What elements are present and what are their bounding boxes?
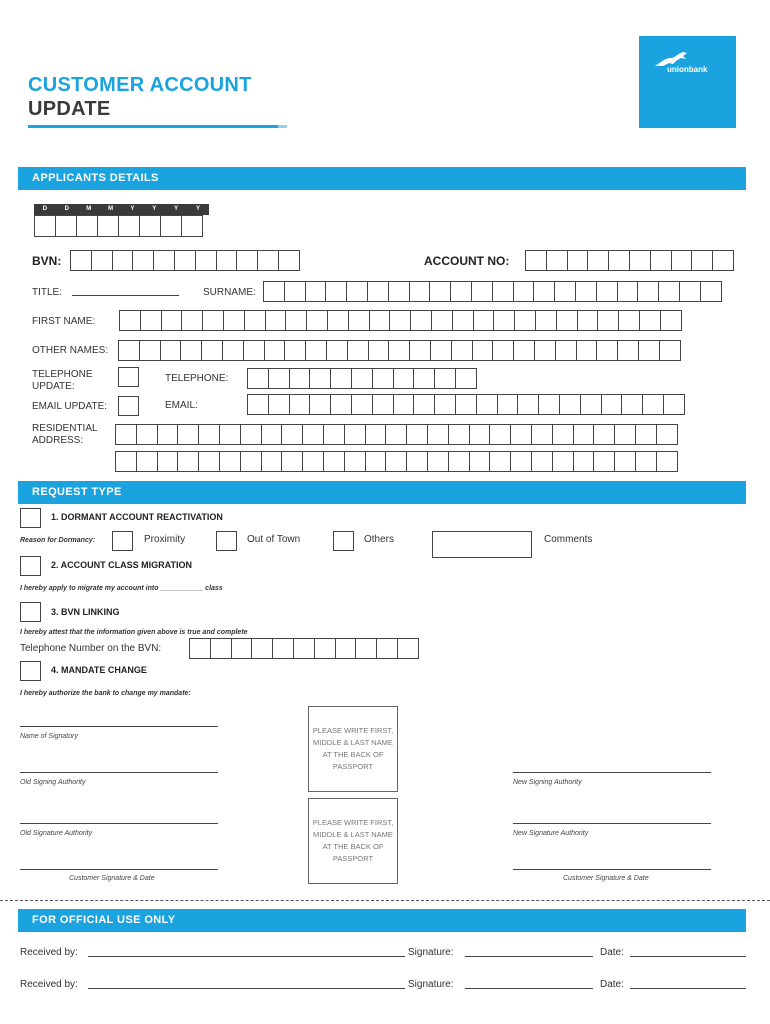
char-box[interactable] [533, 281, 555, 302]
surname-label: SURNAME: [203, 287, 256, 298]
char-box[interactable] [118, 340, 140, 361]
char-box[interactable] [629, 250, 651, 271]
email-update-label: EMAIL UPDATE: [32, 401, 108, 412]
class-migration-label: 2. ACCOUNT CLASS MIGRATION [51, 560, 192, 570]
char-box[interactable] [247, 394, 269, 415]
char-box[interactable] [389, 310, 411, 331]
email-boxes[interactable] [247, 394, 684, 415]
char-box[interactable] [469, 424, 491, 445]
char-box[interactable] [431, 310, 453, 331]
bvn-label: BVN: [32, 254, 62, 268]
char-box[interactable] [469, 451, 491, 472]
char-box[interactable] [261, 451, 283, 472]
date-label-2: Date: [600, 979, 624, 990]
new-signature-authority-line[interactable] [513, 823, 711, 824]
char-box[interactable] [448, 451, 470, 472]
char-box[interactable] [618, 310, 640, 331]
char-box[interactable] [136, 451, 158, 472]
char-box[interactable] [132, 250, 154, 271]
char-box[interactable] [593, 451, 615, 472]
char-box[interactable] [219, 424, 241, 445]
char-box[interactable] [34, 215, 56, 237]
received-by-field-1[interactable] [88, 956, 405, 957]
char-box[interactable] [397, 638, 419, 659]
char-box[interactable] [115, 424, 137, 445]
char-box[interactable] [712, 250, 734, 271]
char-box[interactable] [157, 451, 179, 472]
old-signature-authority-label: Old Signature Authority [20, 830, 93, 837]
attest-text: I hereby attest that the information given above is true and complete [20, 629, 248, 636]
char-box[interactable] [635, 424, 657, 445]
char-box[interactable] [136, 424, 158, 445]
new-signing-authority-line[interactable] [513, 772, 711, 773]
char-box[interactable] [201, 340, 223, 361]
date-header-cell: Y [196, 206, 201, 212]
char-box[interactable] [513, 340, 535, 361]
char-box[interactable] [497, 394, 519, 415]
char-box[interactable] [302, 424, 324, 445]
char-box[interactable] [472, 340, 494, 361]
char-box[interactable] [510, 451, 532, 472]
char-box[interactable] [538, 394, 560, 415]
char-box[interactable] [309, 368, 331, 389]
char-box[interactable] [406, 424, 428, 445]
char-box[interactable] [202, 310, 224, 331]
char-box[interactable] [326, 340, 348, 361]
char-box[interactable] [471, 281, 493, 302]
char-box[interactable] [531, 424, 553, 445]
unionbank-logo [639, 36, 736, 128]
char-box[interactable] [335, 638, 357, 659]
title-field[interactable] [72, 295, 179, 296]
char-box[interactable] [621, 394, 643, 415]
comments-label: Comments [544, 534, 593, 545]
char-box[interactable] [552, 451, 574, 472]
other-names-label: OTHER NAMES: [32, 345, 109, 356]
char-box[interactable] [198, 424, 220, 445]
char-box[interactable] [489, 451, 511, 472]
title-label: TITLE: [32, 287, 63, 298]
char-box[interactable] [656, 451, 678, 472]
char-box[interactable] [409, 340, 431, 361]
char-box[interactable] [473, 310, 495, 331]
char-box[interactable] [293, 638, 315, 659]
old-signature-authority-line[interactable] [20, 823, 218, 824]
char-box[interactable] [365, 451, 387, 472]
char-box[interactable] [700, 281, 722, 302]
char-box[interactable] [70, 250, 92, 271]
char-box[interactable] [355, 638, 377, 659]
char-box[interactable] [344, 451, 366, 472]
telephone-boxes[interactable] [247, 368, 476, 389]
char-box[interactable] [638, 340, 660, 361]
char-box[interactable] [160, 215, 182, 237]
signature-label-1: Signature: [408, 947, 454, 958]
char-box[interactable] [244, 310, 266, 331]
char-box[interactable] [434, 368, 456, 389]
date-header-cell: M [86, 206, 92, 212]
received-by-field-2[interactable] [88, 988, 405, 989]
date-header-cell: D [42, 206, 48, 212]
char-box[interactable] [409, 281, 431, 302]
char-box[interactable] [346, 281, 368, 302]
cut-line [0, 900, 770, 901]
date-label-1: Date: [600, 947, 624, 958]
char-box[interactable] [576, 340, 598, 361]
char-box[interactable] [118, 215, 140, 237]
char-box[interactable] [429, 281, 451, 302]
char-box[interactable] [174, 250, 196, 271]
char-box[interactable] [330, 368, 352, 389]
char-box[interactable] [573, 424, 595, 445]
char-box[interactable] [385, 451, 407, 472]
new-signing-authority-label: New Signing Authority [513, 779, 582, 786]
char-box[interactable] [642, 394, 664, 415]
tel-on-bvn-label: Telephone Number on the BVN: [20, 643, 162, 654]
char-box[interactable] [671, 250, 693, 271]
char-box[interactable] [347, 340, 369, 361]
char-box[interactable] [552, 424, 574, 445]
date-boxes[interactable] [34, 215, 202, 237]
char-box[interactable] [180, 340, 202, 361]
char-box[interactable] [535, 310, 557, 331]
reason-label: Reason for Dormancy: [20, 537, 96, 544]
signature-field-2[interactable] [465, 988, 593, 989]
char-box[interactable] [517, 394, 539, 415]
char-box[interactable] [434, 394, 456, 415]
migrate-text: I hereby apply to migrate my account into ___________ class [20, 585, 223, 592]
date-header [34, 204, 209, 215]
char-box[interactable] [510, 424, 532, 445]
char-box[interactable] [76, 215, 98, 237]
dormant-reactivation-label: 1. DORMANT ACCOUNT REACTIVATION [51, 512, 223, 522]
char-box[interactable] [351, 368, 373, 389]
char-box[interactable] [660, 310, 682, 331]
char-box[interactable] [406, 451, 428, 472]
others-checkbox[interactable] [333, 531, 354, 551]
char-box[interactable] [240, 424, 262, 445]
char-box[interactable] [195, 250, 217, 271]
char-box[interactable] [614, 424, 636, 445]
char-box[interactable] [593, 424, 615, 445]
char-box[interactable] [448, 424, 470, 445]
date-field-1[interactable] [630, 956, 746, 957]
title-underline [28, 125, 278, 128]
char-box[interactable] [281, 451, 303, 472]
logo-wordmark: unionbank [667, 65, 708, 74]
char-box[interactable] [231, 638, 253, 659]
authorize-text: I hereby authorize the bank to change my mandate: [20, 690, 191, 697]
char-box[interactable] [635, 451, 657, 472]
char-box[interactable] [452, 310, 474, 331]
char-box[interactable] [243, 340, 265, 361]
mandate-change-checkbox[interactable] [20, 661, 41, 681]
char-box[interactable] [198, 451, 220, 472]
residential-address-boxes-1[interactable] [115, 424, 677, 445]
char-box[interactable] [278, 250, 300, 271]
char-box[interactable] [181, 215, 203, 237]
page-title: CUSTOMER ACCOUNT [28, 74, 252, 96]
comments-box[interactable] [432, 531, 532, 558]
out-of-town-checkbox[interactable] [216, 531, 237, 551]
char-box[interactable] [455, 394, 477, 415]
char-box[interactable] [219, 451, 241, 472]
char-box[interactable] [112, 250, 134, 271]
char-box[interactable] [327, 310, 349, 331]
char-box[interactable] [257, 250, 279, 271]
char-box[interactable] [393, 368, 415, 389]
title-underline-accent [278, 125, 287, 128]
char-box[interactable] [306, 310, 328, 331]
tel-on-bvn-boxes[interactable] [189, 638, 418, 659]
char-box[interactable] [314, 638, 336, 659]
char-box[interactable] [160, 340, 182, 361]
char-box[interactable] [268, 368, 290, 389]
char-box[interactable] [513, 281, 535, 302]
first-name-boxes[interactable] [119, 310, 681, 331]
char-box[interactable] [385, 424, 407, 445]
char-box[interactable] [223, 310, 245, 331]
char-box[interactable] [546, 250, 568, 271]
name-of-signatory-label: Name of Signatory [20, 733, 78, 740]
char-box[interactable] [284, 340, 306, 361]
received-by-label-1: Received by: [20, 947, 78, 958]
char-box[interactable] [639, 310, 661, 331]
char-box[interactable] [351, 394, 373, 415]
customer-signature-label-right: Customer Signature & Date [563, 875, 649, 882]
char-box[interactable] [492, 340, 514, 361]
char-box[interactable] [663, 394, 685, 415]
char-box[interactable] [330, 394, 352, 415]
email-label: EMAIL: [165, 400, 198, 411]
char-box[interactable] [534, 340, 556, 361]
char-box[interactable] [216, 250, 238, 271]
telephone-label: TELEPHONE: [165, 373, 229, 384]
name-of-signatory-line[interactable] [20, 726, 218, 727]
residential-address-boxes-2[interactable] [115, 451, 677, 472]
customer-signature-line-left[interactable] [20, 869, 218, 870]
char-box[interactable] [289, 394, 311, 415]
char-box[interactable] [161, 310, 183, 331]
signature-field-1[interactable] [465, 956, 593, 957]
date-header-cell: M [108, 206, 114, 212]
char-box[interactable] [189, 638, 211, 659]
char-box[interactable] [305, 340, 327, 361]
signature-label-2: Signature: [408, 979, 454, 990]
char-box[interactable] [388, 340, 410, 361]
date-header-cell: Y [174, 206, 179, 212]
char-box[interactable] [240, 451, 262, 472]
mandate-change-label: 4. MANDATE CHANGE [51, 665, 147, 675]
char-box[interactable] [430, 340, 452, 361]
telephone-update-label: TELEPHONE UPDATE: [32, 369, 93, 392]
residential-address-label: RESIDENTIAL ADDRESS: [32, 423, 98, 446]
char-box[interactable] [556, 310, 578, 331]
proximity-checkbox[interactable] [112, 531, 133, 551]
char-box[interactable] [597, 310, 619, 331]
char-box[interactable] [567, 250, 589, 271]
page-subtitle: UPDATE [28, 98, 111, 120]
dormant-reactivation-checkbox[interactable] [20, 508, 41, 528]
char-box[interactable] [139, 340, 161, 361]
char-box[interactable] [531, 451, 553, 472]
passport-box-2: PLEASE WRITE FIRST, MIDDLE & LAST NAME AT THE BACK OF PASSPORT [308, 798, 398, 884]
char-box[interactable] [455, 368, 477, 389]
customer-signature-label-left: Customer Signature & Date [69, 875, 155, 882]
char-box[interactable] [554, 281, 576, 302]
char-box[interactable] [251, 638, 273, 659]
char-box[interactable] [272, 638, 294, 659]
telephone-update-checkbox[interactable] [118, 367, 139, 387]
char-box[interactable] [261, 424, 283, 445]
char-box[interactable] [289, 368, 311, 389]
char-box[interactable] [555, 340, 577, 361]
char-box[interactable] [348, 310, 370, 331]
char-box[interactable] [181, 310, 203, 331]
account-no-label: ACCOUNT NO: [424, 254, 510, 268]
char-box[interactable] [413, 394, 435, 415]
char-box[interactable] [323, 451, 345, 472]
char-box[interactable] [367, 281, 389, 302]
char-box[interactable] [575, 281, 597, 302]
char-box[interactable] [492, 281, 514, 302]
char-box[interactable] [372, 368, 394, 389]
surname-boxes[interactable] [263, 281, 721, 302]
char-box[interactable] [281, 424, 303, 445]
email-update-checkbox[interactable] [118, 396, 139, 416]
char-box[interactable] [451, 340, 473, 361]
char-box[interactable] [302, 451, 324, 472]
date-header-cell: Y [152, 206, 157, 212]
char-box[interactable] [264, 340, 286, 361]
char-box[interactable] [369, 310, 391, 331]
char-box[interactable] [587, 250, 609, 271]
char-box[interactable] [614, 451, 636, 472]
date-header-cell: Y [130, 206, 135, 212]
char-box[interactable] [489, 424, 511, 445]
char-box[interactable] [153, 250, 175, 271]
char-box[interactable] [365, 424, 387, 445]
char-box[interactable] [285, 310, 307, 331]
out-of-town-label: Out of Town [247, 534, 301, 545]
char-box[interactable] [450, 281, 472, 302]
proximity-label: Proximity [144, 534, 186, 545]
char-box[interactable] [55, 215, 77, 237]
char-box[interactable] [115, 451, 137, 472]
char-box[interactable] [617, 281, 639, 302]
date-header-cell: D [64, 206, 69, 212]
char-box[interactable] [309, 394, 331, 415]
old-signing-authority-label: Old Signing Authority [20, 779, 86, 786]
other-names-boxes[interactable] [118, 340, 680, 361]
char-box[interactable] [617, 340, 639, 361]
char-box[interactable] [97, 215, 119, 237]
char-box[interactable] [268, 394, 290, 415]
char-box[interactable] [493, 310, 515, 331]
date-field-2[interactable] [630, 988, 746, 989]
bvn-linking-checkbox[interactable] [20, 602, 41, 622]
char-box[interactable] [388, 281, 410, 302]
char-box[interactable] [476, 394, 498, 415]
bvn-linking-label: 3. BVN LINKING [51, 607, 120, 617]
section-bar-official: FOR OFFICIAL USE ONLY [18, 909, 746, 932]
char-box[interactable] [577, 310, 599, 331]
char-box[interactable] [608, 250, 630, 271]
char-box[interactable] [376, 638, 398, 659]
char-box[interactable] [119, 310, 141, 331]
char-box[interactable] [284, 281, 306, 302]
customer-signature-line-right[interactable] [513, 869, 711, 870]
char-box[interactable] [525, 250, 547, 271]
char-box[interactable] [596, 281, 618, 302]
char-box[interactable] [691, 250, 713, 271]
new-signature-authority-label: New Signature Authority [513, 830, 589, 837]
bvn-boxes[interactable] [70, 250, 299, 271]
char-box[interactable] [659, 340, 681, 361]
account-no-boxes[interactable] [525, 250, 733, 271]
char-box[interactable] [265, 310, 287, 331]
char-box[interactable] [372, 394, 394, 415]
char-box[interactable] [344, 424, 366, 445]
char-box[interactable] [236, 250, 258, 271]
passport-box-1: PLEASE WRITE FIRST, MIDDLE & LAST NAME AT THE BACK OF PASSPORT [308, 706, 398, 792]
char-box[interactable] [247, 368, 269, 389]
char-box[interactable] [263, 281, 285, 302]
char-box[interactable] [656, 424, 678, 445]
char-box[interactable] [139, 215, 161, 237]
char-box[interactable] [157, 424, 179, 445]
char-box[interactable] [427, 451, 449, 472]
others-label: Others [364, 534, 395, 545]
char-box[interactable] [573, 451, 595, 472]
first-name-label: FIRST NAME: [32, 316, 96, 327]
char-box[interactable] [413, 368, 435, 389]
char-box[interactable] [410, 310, 432, 331]
char-box[interactable] [514, 310, 536, 331]
char-box[interactable] [140, 310, 162, 331]
char-box[interactable] [222, 340, 244, 361]
char-box[interactable] [393, 394, 415, 415]
section-bar-applicants: APPLICANTS DETAILS [18, 167, 746, 190]
char-box[interactable] [177, 424, 199, 445]
char-box[interactable] [177, 451, 199, 472]
section-bar-request-type: REQUEST TYPE [18, 481, 746, 504]
char-box[interactable] [679, 281, 701, 302]
received-by-label-2: Received by: [20, 979, 78, 990]
char-box[interactable] [559, 394, 581, 415]
char-box[interactable] [427, 424, 449, 445]
char-box[interactable] [91, 250, 113, 271]
char-box[interactable] [305, 281, 327, 302]
char-box[interactable] [325, 281, 347, 302]
char-box[interactable] [601, 394, 623, 415]
char-box[interactable] [580, 394, 602, 415]
char-box[interactable] [650, 250, 672, 271]
char-box[interactable] [368, 340, 390, 361]
char-box[interactable] [210, 638, 232, 659]
char-box[interactable] [637, 281, 659, 302]
class-migration-checkbox[interactable] [20, 556, 41, 576]
char-box[interactable] [323, 424, 345, 445]
char-box[interactable] [596, 340, 618, 361]
old-signing-authority-line[interactable] [20, 772, 218, 773]
char-box[interactable] [658, 281, 680, 302]
